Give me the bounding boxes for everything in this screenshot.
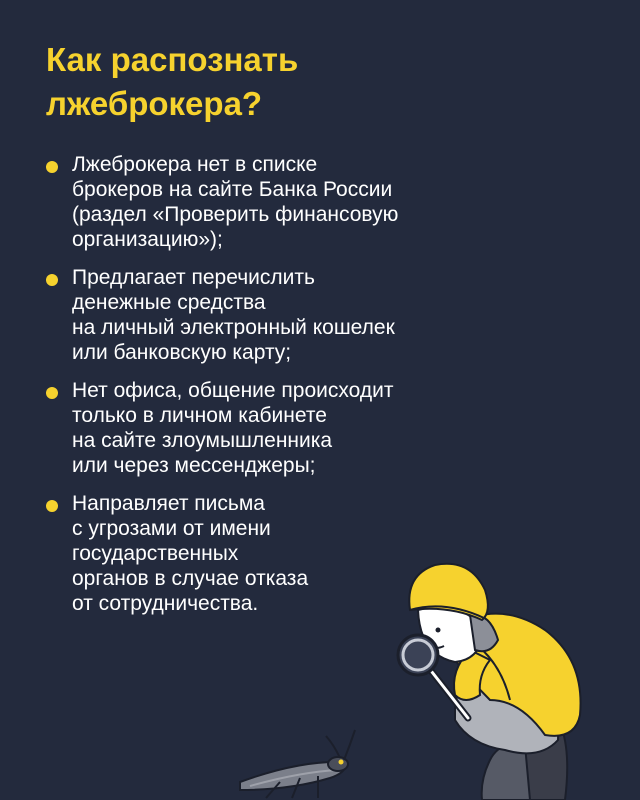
list-item-text: Нет офиса, общение происходит только в личном кабинете на сайте злоумышленника или через мессенджеры; (72, 379, 394, 477)
list-item-text: Лжеброкера нет в списке брокеров на сайте Банка России (раздел «Проверить финансовую организацию»); (72, 153, 399, 251)
cockroach-icon (240, 730, 355, 798)
list-item-text: Направляет письма с угрозами от имени государственных органов в случае отказа от сотрудничества. (72, 492, 309, 615)
list-item-text: Предлагает перечислить денежные средства на личный электронный кошелек или банковскую карту; (72, 266, 395, 364)
page-title: Как распознать лжеброкера? (46, 41, 299, 122)
detective-with-magnifying-glass-icon (398, 564, 581, 800)
